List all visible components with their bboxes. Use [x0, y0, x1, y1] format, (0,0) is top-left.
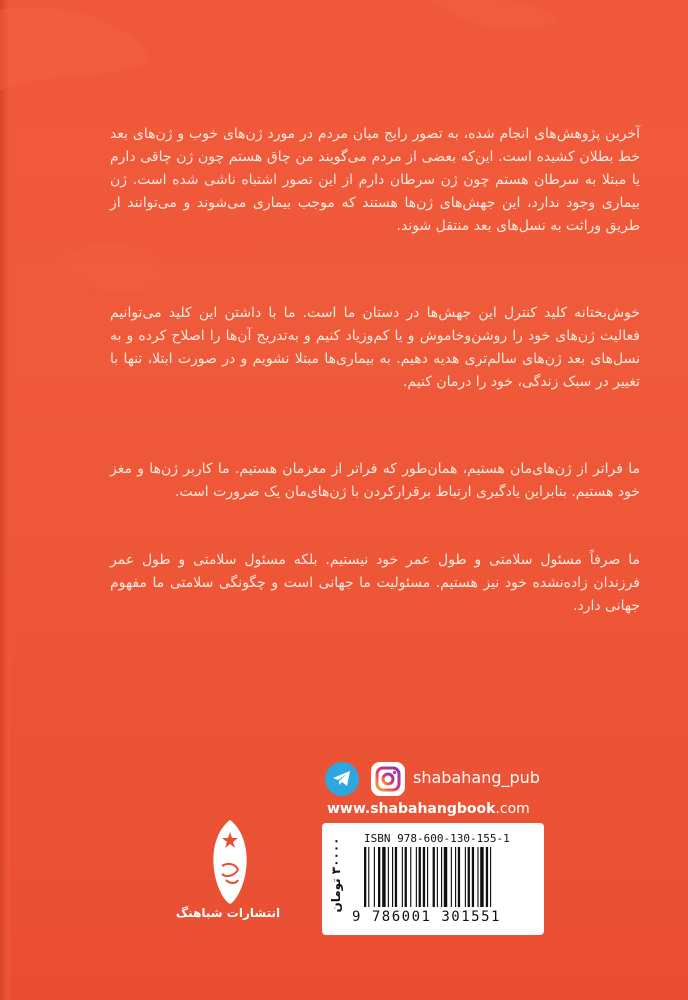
website-suffix: .com [495, 801, 530, 817]
barcode-bar [455, 847, 456, 907]
barcode-bar [441, 847, 442, 907]
barcode-bar [419, 847, 421, 907]
barcode-bar [480, 847, 483, 907]
isbn-text: ISBN 978-600-130-155-1 [364, 832, 510, 845]
paragraph-3: ما فراتر از ژن‌های‌مان هستیم، همان‌طور که فراتر از مغزمان هستیم. ما کاربر ژن‌ها و مغز خود هستیم. بنابراین یادگیری ارتباط برقرارکردن با ژن‌های‌مان یک ضرورت است. [110, 461, 640, 500]
barcode-bar [395, 847, 397, 907]
telegram-icon[interactable] [325, 762, 359, 796]
barcode-bar [472, 847, 474, 907]
shabahang-logo-icon [208, 818, 252, 906]
barcode-bar [486, 847, 488, 907]
barcode-bar [451, 847, 452, 907]
website-url[interactable] [327, 801, 530, 817]
barcode-bar [490, 847, 491, 907]
barcode-label [322, 823, 544, 935]
paragraph-2: خوش‌بختانه کلید کنترل این جهش‌ها در دستان ما است. ما با داشتن این کلید می‌توانیم فعالیت ژن‌های خود را روشن‌وخاموش و یا کم‌وزیاد کنیم و به‌تدریج آن‌ها را اصلاح کرده و به نسل‌های بعد ژن‌های سالم‌تری هدیه دهیم. به بیماری‌ها مبتلا نشویم و در صورت ابتلا، تنها با تغییر در سبک زندگی، خود را درمان کنیم. [110, 305, 640, 390]
barcode-bars [364, 847, 529, 909]
barcode-bar [465, 847, 466, 907]
barcode-bar [364, 847, 366, 907]
barcode-bar [402, 847, 403, 907]
barcode-bar [468, 847, 470, 907]
paragraph-4: ما صرفاً مسئول سلامتی و طول عمر خود نیستیم. بلکه مسئول سلامتی و طول عمر فرزندان زاده‌نشده خود نیز هستیم. مسئولیت ما جهانی است و چگونگی سلامتی ما مفهوم جهانی دارد. [110, 552, 640, 614]
barcode-bar [427, 847, 428, 907]
publisher-name: انتشارات شباهنگ [175, 906, 281, 920]
barcode-digits: 9 786001 301551 [352, 909, 501, 925]
barcode-bar [382, 847, 385, 907]
barcode-bar [374, 847, 375, 907]
barcode-bar [378, 847, 380, 907]
barcode-bar [433, 847, 435, 907]
barcode-bar [392, 847, 393, 907]
paragraph-1: آخرین پژوهش‌های انجام شده، به تصور رایج میان مردم در مورد ژن‌های خوب و ژن‌های بعد خط بطلان کشیده است. این‌که بعضی از مردم می‌گویند من چاق هستم چون ژن چاقی دارم یا مبتلا به سرطان هستم چون ژن سرطان دارم از این تصور اشتباه ناشی شده است. ژن بیماری وجود ندارد، این جهش‌های ژن‌ها هستند که موجب بیماری می‌شوند و می‌توانند از طریق وراثت به نسل‌های بعد منتقل شوند. [110, 126, 640, 234]
barcode-bar [368, 847, 369, 907]
barcode-bar [477, 847, 478, 907]
price-label: ۳۰۰۰۰ تومان [329, 837, 343, 913]
instagram-icon[interactable] [371, 762, 405, 796]
barcode-bar [437, 847, 438, 907]
barcode-bar [405, 847, 407, 907]
instagram-handle[interactable]: shabahang_pub [413, 768, 540, 787]
barcode-bar [444, 847, 447, 907]
barcode-bar [410, 847, 411, 907]
barcode-bar [423, 847, 425, 907]
barcode-bar [458, 847, 460, 907]
barcode-bar [388, 847, 389, 907]
barcode-bar [416, 847, 417, 907]
website-main: www.shabahangbook [327, 801, 496, 817]
